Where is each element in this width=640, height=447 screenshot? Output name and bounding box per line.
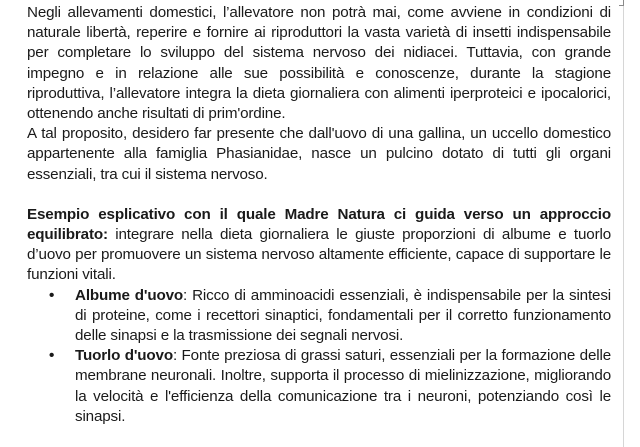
text-boundary-corner-mark: [619, 0, 624, 6]
bullet-term-albume: Albume d'uovo: [75, 286, 184, 304]
list-item-albume: [27, 286, 611, 347]
document-body: [27, 3, 611, 427]
paragraph-spacer: [27, 185, 611, 205]
list-item-tuorlo: [27, 346, 611, 427]
bullet-glyph: •: [49, 286, 55, 304]
nutrition-bullet-list: [27, 286, 611, 427]
bullet-text-tuorlo: : Fonte preziosa di grassi saturi, essenziali per la formazione delle membrane neuronali. Inoltre, supporta il processo di mielinizzazione, migliorando la velocità e l'efficienza della comunicazione tra i neuroni, potenziando così le sinapsi.: [75, 347, 611, 425]
page-margin-rule: [623, 0, 624, 447]
example-text: integrare nella dieta giornaliera le giuste proporzioni di albume e tuorlo d’uovo per promuovere un sistema nervoso altamente efficiente, capace di supportare le funzioni vitali.: [27, 226, 611, 284]
paragraph-breeding: Negli allevamenti domestici, l’allevatore non potrà mai, come avviene in condizioni di naturale libertà, reperire e fornire ai riproduttori la vasta varietà di insetti indispensabile per completare lo sviluppo del sistema nervoso dei nidiacei. Tuttavia, con grande impegno e in relazione alle sue possibilità e conoscenze, durante la stagione riproduttiva, l’allevatore integra la dieta giornaliera con alimenti iperproteici e ipocalorici, ottenendo anche risultati di prim'ordine.: [27, 4, 611, 123]
bullet-term-tuorlo: Tuorlo d'uovo: [75, 347, 173, 365]
bullet-glyph: •: [49, 347, 55, 365]
paragraph-example: [27, 205, 611, 286]
example-heading: Esempio esplicativo con il quale Madre Natura ci guida verso un approccio equilibrato:: [27, 205, 611, 244]
paragraph-chicken-egg: A tal proposito, desidero far presente che dall'uovo di una gallina, un uccello domestico appartenente alla famiglia Phasianidae, nasce un pulcino dotato di tutti gli organi essenziali, tra cui il sistema nervoso.: [27, 125, 611, 183]
bullet-text-albume: : Ricco di amminoacidi essenziali, è indispensabile per la sintesi di proteine, come i recettori sinaptici, fondamentali per il corretto funzionamento delle sinapsi e la trasmissione dei segnali nervosi.: [75, 286, 611, 345]
